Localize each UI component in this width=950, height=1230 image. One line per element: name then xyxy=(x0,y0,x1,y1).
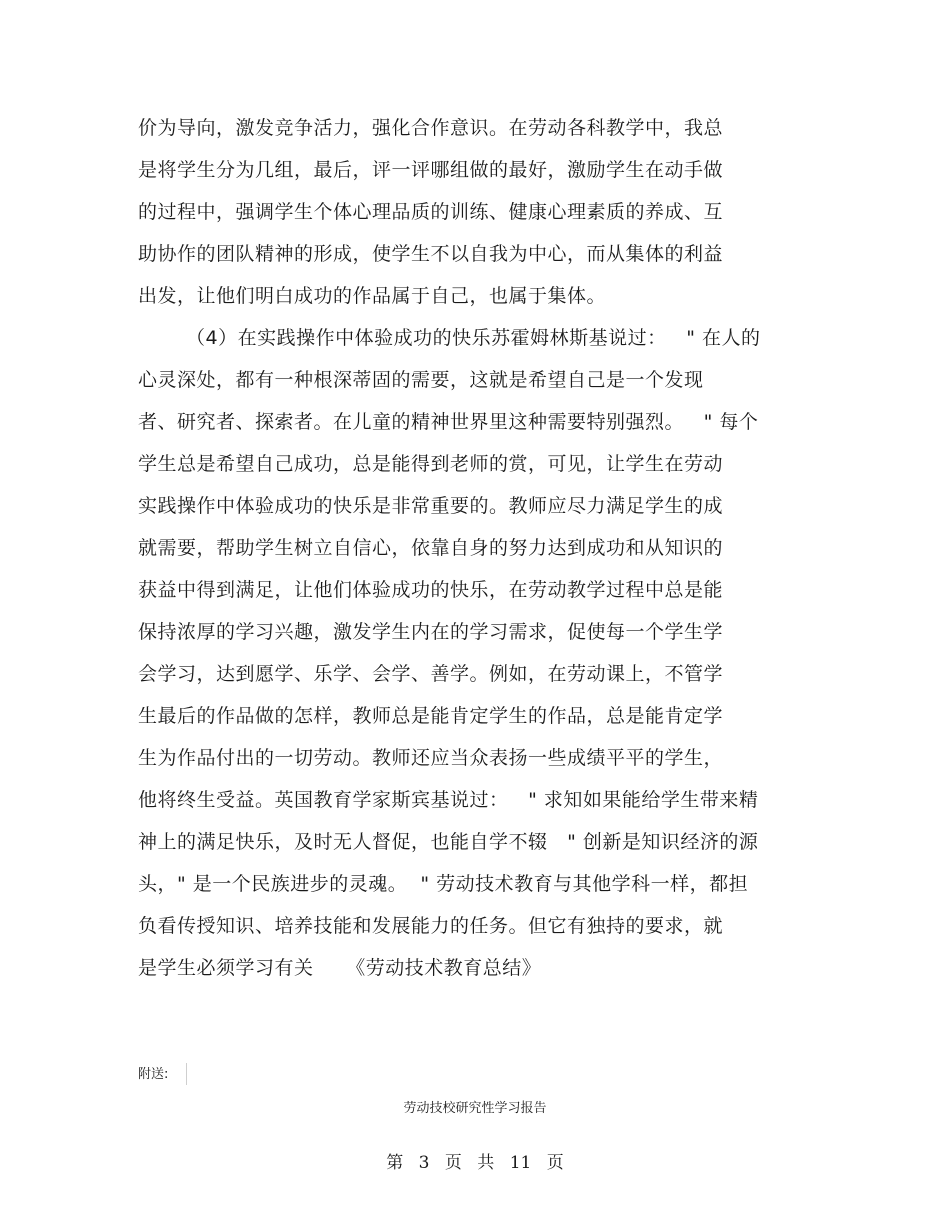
page-number-suffix: 页 xyxy=(546,1153,564,1173)
body-text-line: 是将学生分为几组，最后，评一评哪组做的最好，激励学生在动手做 xyxy=(138,159,724,181)
body-text-line: 是学生必须学习有关 《劳动技术教育总结》 xyxy=(138,957,542,979)
page-number xyxy=(0,1152,950,1174)
body-text-line: 者、研究者、探索者。在儿童的精神世界里这种需要特别强烈。 " 每个 xyxy=(138,411,759,433)
body-text-line: 的过程中，强调学生个体心理品质的训练、健康心理素质的养成、互 xyxy=(138,201,724,223)
page-number-prefix: 第 xyxy=(386,1153,404,1173)
page-number-word: 页 xyxy=(444,1153,462,1173)
attachment-label: 附送: xyxy=(138,1067,169,1082)
body-text-line: 实践操作中体验成功的快乐是非常重要的。教师应尽力满足学生的成 xyxy=(138,495,724,517)
body-text-line: 保持浓厚的学习兴趣，激发学生内在的学习需求，促使每一个学生学 xyxy=(138,621,724,643)
body-text-line-indented: （4）在实践操作中体验成功的快乐苏霍姆林斯基说过： " 在人的 xyxy=(186,327,761,349)
body-text-line: 神上的满足快乐，及时无人督促，也能自学不辍 " 创新是知识经济的源 xyxy=(138,831,759,853)
body-text-line: 他将终生受益。英国教育学家斯宾基说过： " 求知如果能给学生带来精 xyxy=(138,789,759,811)
body-text-line: 心灵深处，都有一种根深蒂固的需要，这就是希望自己是一个发现 xyxy=(138,369,704,391)
body-text-line: 出发，让他们明白成功的作品属于自己，也属于集体。 xyxy=(138,285,607,307)
body-text-line: 负看传授知识、培养技能和发展能力的任务。但它有独持的要求，就 xyxy=(138,915,724,937)
body-text-line: 就需要，帮助学生树立自信心，依靠自身的努力达到成功和从知识的 xyxy=(138,537,724,559)
report-title: 劳动技校研究性学习报告 xyxy=(403,1101,547,1116)
body-text-line: 会学习，达到愿学、乐学、会学、善学。例如，在劳动课上，不管学 xyxy=(138,663,724,685)
page-number-current: 3 xyxy=(418,1153,430,1173)
body-text-line: 价为导向，激发竞争活力，强化合作意识。在劳动各科教学中，我总 xyxy=(138,117,724,139)
body-text-line: 学生总是希望自己成功，总是能得到老师的赏，可见，让学生在劳动 xyxy=(138,453,724,475)
body-text-line: 生最后的作品做的怎样，教师总是能肯定学生的作品，总是能肯定学 xyxy=(138,705,724,727)
body-text-line: 头，" 是一个民族进步的灵魂。 " 劳动技术教育与其他学科一样，都担 xyxy=(138,873,749,895)
body-text-line: 生为作品付出的一切劳动。教师还应当众表扬一些成绩平平的学生， xyxy=(138,747,724,769)
body-text-line: 获益中得到满足，让他们体验成功的快乐，在劳动教学过程中总是能 xyxy=(138,579,724,601)
body-text-line: 助协作的团队精神的形成，使学生不以自我为中心，而从集体的利益 xyxy=(138,243,724,265)
attachment-divider xyxy=(186,1063,187,1085)
page-number-total-word: 共 xyxy=(477,1153,495,1173)
page-number-total: 11 xyxy=(509,1153,532,1173)
